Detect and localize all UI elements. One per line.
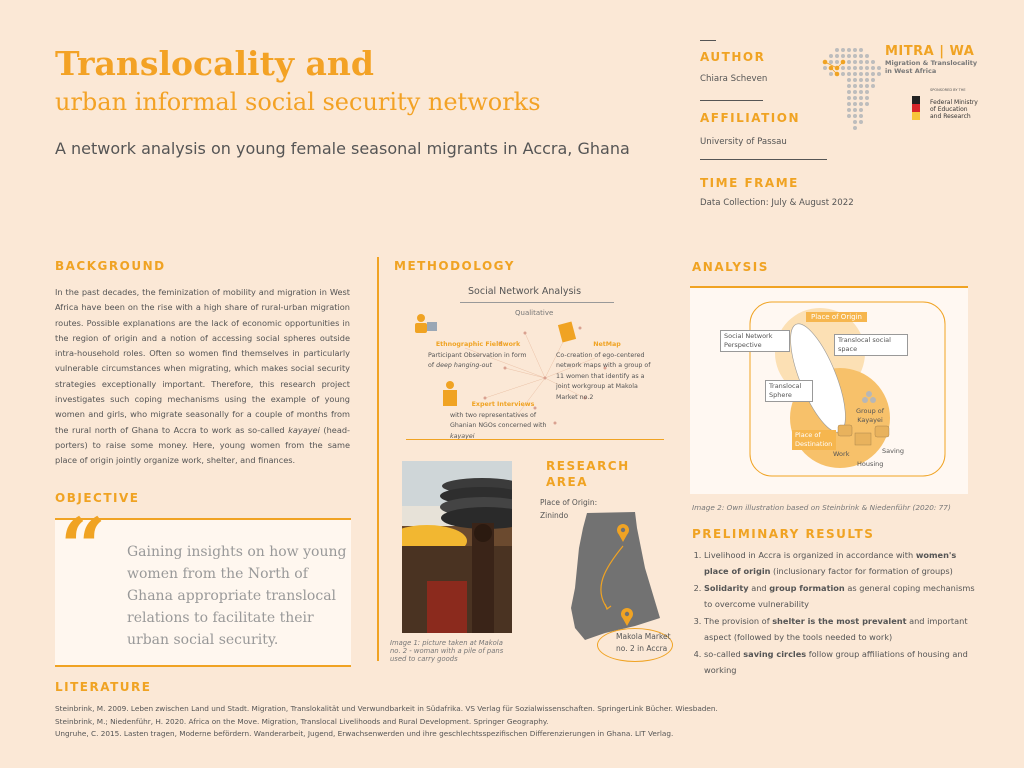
background-heading: BACKGROUND [55,259,166,273]
work-label: Work [833,450,850,458]
translocal-sphere-label: Translocal Sphere [765,380,813,402]
result-item: 1. Livelihood in Accra is organized in accordance with women's place of origin (inclusionary factor for formation of groups) [704,548,980,579]
literature-heading: LITERATURE [55,680,152,694]
background-text: In the past decades, the feminization of mobility and migration in West Africa have been on the rise with a high share of rural-urban migration routes. Possible explanations are the lack of economic opportunities in the region of origin and a notion of accessing social spheres outside intra-household roles. Often so women find themselves in particularly vulnerable circumstances when migrating, which makes social security strategies exceptionally important. Therefore, this research project investigates such coping mechanisms using the example of young women and girls, who migrate seasonally for a couple of months from the rural north of Ghana to Accra to work as so-called kayayei (head-porters) to raise some money. Here, young women from the same place of origin jointly organize work, shelter, and finances. [55,287,350,466]
results-list [692,548,980,680]
logo-line2: in West Africa [885,67,937,75]
results-heading: PRELIMINARY RESULTS [692,527,875,541]
sna-title: Social Network Analysis [468,286,582,297]
ministry-name: Federal Ministry of Education and Research [930,99,978,120]
group-kayayei-label: Group of Kayayei [855,407,885,424]
housing-label: Housing [857,460,884,468]
place-of-destination-label: Place of Destination [792,430,836,450]
affiliation-heading: AFFILIATION [700,111,801,125]
subtitle: A network analysis on young female seasonal migrants in Accra, Ghana [55,139,630,158]
method-ethnography: Ethnographic Fieldwork Participant Observation in form of deep hanging-out [428,341,527,369]
title-line-1: Translocality and [55,44,374,83]
logo-line1: Migration & Translocality [885,59,978,67]
objective-quote: Gaining insights on how young women from the North of Ghana appropriate translocal relations to facilitate their urban social security. [127,544,347,648]
author-heading: AUTHOR [700,50,766,64]
sna-title-rule [460,302,614,303]
title-line-2: urban informal social security networks [55,88,541,116]
result-item: 4. so-called saving circles follow group affiliations of housing and working [704,647,980,678]
origin-label: Place of Origin: Zinindo [540,498,598,520]
meta-divider [700,100,763,101]
quote-mark-icon: “ [60,500,107,594]
analysis-heading: ANALYSIS [692,260,769,274]
reference-item: Steinbrink, M.; Niedenführ, H. 2020. Africa on the Move. Migration, Translocal Livelihoods and Rural Development. Springer Geography. [55,716,549,726]
translocal-space-label: Translocal social space [834,334,908,356]
author-name: Chiara Scheven [700,74,768,84]
sn-perspective-label: Social Network Perspective [720,330,790,352]
research-area-heading: RESEARCH AREA [546,459,630,489]
market-photo [402,461,512,633]
meta-divider [700,159,827,160]
result-item: 2. Solidarity and group formation as general coping mechanisms to overcome vulnerability [704,581,980,612]
result-item: 3. The provision of shelter is the most prevalent and important aspect (followed by the tools needed to work) [704,614,980,645]
ghana-map [565,508,665,643]
affiliation-name: University of Passau [700,137,787,147]
saving-label: Saving [882,447,905,455]
literature-list [55,703,955,741]
market-label: Makola Market no. 2 in Accra [616,632,671,653]
reference-item: Ungruhe, C. 2015. Lasten tragen, Moderne befördern. Wanderarbeit, Jugend, Erwachsenwerden und ihre geschlechtsspezifischen Differenzierungen in Ghana. LIT Verlag. [55,729,674,738]
sponsor-label: SPONSORED BY THE [930,88,966,92]
objective-heading: OBJECTIVE [55,491,140,505]
africa-map-logo [815,40,885,150]
logo-name: MITRA | WA [885,44,975,59]
column-divider [377,257,379,661]
photo-caption: Image 1: picture taken at Makola no. 2 - woman with a pile of pans used to carry goods [390,639,504,663]
qualitative-label: Qualitative [515,309,554,317]
german-flag-icon [912,96,920,120]
analysis-caption: Image 2: Own illustration based on Steinbrink & Niedenführ (2020: 77) [692,503,951,512]
methodology-heading: METHODOLOGY [394,259,515,273]
reference-item: Steinbrink, M. 2009. Leben zwischen Land und Stadt. Migration, Translokalität und Verwundbarkeit in Südafrika. VS Verlag für Sozialwissenschaften. SpringerLink Bücher. Wiesbaden. [55,704,718,713]
timeframe-heading: TIME FRAME [700,176,799,190]
timeframe-text: Data Collection: July & August 2022 [700,198,854,208]
place-of-origin-label: Place of Origin [806,312,867,322]
method-expert-interviews: Expert Interviews with two representatives of Ghanian NGOs concerned with kayayei [450,401,547,440]
methodology-bottom-rule [406,439,664,440]
method-netmap: NetMap Co-creation of ego-centered network maps with a group of 11 women that identify as a joint workgroup at Makola Market no.2 [556,341,651,401]
meta-divider [700,40,716,41]
objective-bottom-rule [55,665,351,667]
